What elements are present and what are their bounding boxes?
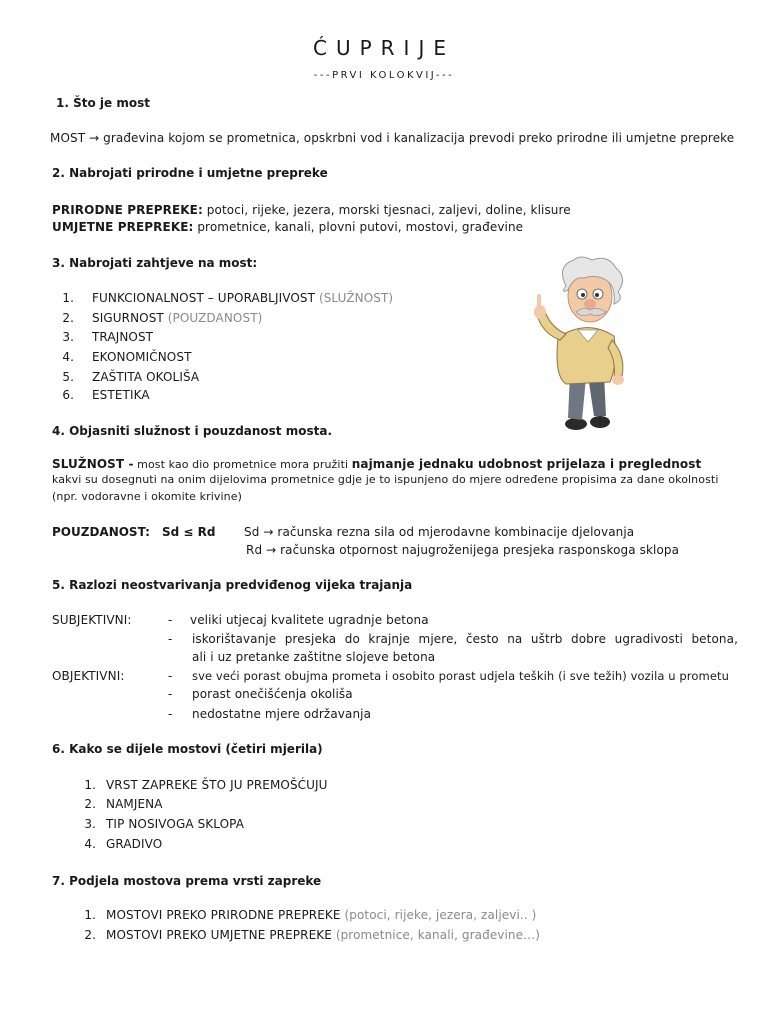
umjetne-line xyxy=(52,220,523,234)
page-subtitle: ---PRVI KOLOKVIJ--- xyxy=(313,70,455,81)
cartoon-scientist-illustration xyxy=(518,256,636,436)
umjetne-text: prometnice, kanali, plovni putovi, mostovi, građevine xyxy=(193,220,524,234)
subjektivni-item-continued: ali i uz pretanke zaštitne slojeve betona xyxy=(192,650,436,664)
criteria-number: 4. xyxy=(84,837,96,851)
heading-5: 5. Razlozi neostvarivanja predviđenog vijeka trajanja xyxy=(52,578,413,592)
criteria-item xyxy=(74,797,163,811)
bullet-dash: - xyxy=(168,632,173,646)
sluznost-bold-text: najmanje jednaku udobnost prijelaza i preglednost xyxy=(351,457,702,471)
division-note: (potoci, rijeke, jezera, zaljevi.. ) xyxy=(344,908,537,922)
criteria-text: VRST ZAPREKE ŠTO JU PREMOŠĆUJU xyxy=(106,778,328,792)
heading-7: 7. Podjela mostova prema vrsti zapreke xyxy=(52,874,322,888)
bullet-dash: - xyxy=(168,669,173,683)
most-definition xyxy=(50,131,734,145)
criteria-number: 2. xyxy=(84,797,96,811)
heading-4: 4. Objasniti služnost i pouzdanost mosta. xyxy=(52,424,333,438)
heading-3: 3. Nabrojati zahtjeve na most: xyxy=(52,256,258,270)
req-item xyxy=(52,370,199,384)
sd-definition: Sd → računska rezna sila od mjerodavne kombinacije djelovanja xyxy=(244,525,635,539)
sluznost-line-1 xyxy=(52,457,701,471)
req-item xyxy=(52,388,150,402)
req-number: 2. xyxy=(62,311,74,325)
criteria-text: TIP NOSIVOGA SKLOPA xyxy=(106,817,245,831)
req-note: (POUZDANOST) xyxy=(167,311,263,325)
criteria-number: 1. xyxy=(84,778,96,792)
subjektivni-item: iskorištavanje presjeka do krajnje mjere, često na uštrb dobre ugradivosti betona, xyxy=(192,632,738,646)
bullet-dash: - xyxy=(168,707,173,721)
prirodne-line xyxy=(52,203,571,217)
subjektivni-label: SUBJEKTIVNI: xyxy=(52,613,132,627)
objektivni-item: sve veći porast obujma prometa i osobito porast udjela teških (i sve težih) vozila u prometu xyxy=(192,669,729,683)
req-number: 3. xyxy=(62,330,74,344)
prirodne-text: potoci, rijeke, jezera, morski tjesnaci, zaljevi, doline, klisure xyxy=(202,203,571,217)
umjetne-label: UMJETNE PREPREKE: xyxy=(52,220,194,234)
criteria-item xyxy=(74,837,162,851)
criteria-item xyxy=(74,778,328,792)
req-number: 6. xyxy=(62,388,74,402)
criteria-number: 3. xyxy=(84,817,96,831)
objektivni-label: OBJEKTIVNI: xyxy=(52,669,125,683)
division-note: (prometnice, kanali, građevine…) xyxy=(335,928,541,942)
sluznost-text: most kao dio prometnice mora pružiti xyxy=(133,458,352,471)
heading-2: 2. Nabrojati prirodne i umjetne prepreke xyxy=(52,166,328,180)
req-text: TRAJNOST xyxy=(92,330,154,344)
req-text: ESTETIKA xyxy=(92,388,150,402)
division-item xyxy=(74,908,536,922)
req-text: EKONOMIČNOST xyxy=(92,350,192,364)
heading-6: 6. Kako se dijele mostovi (četiri mjerila) xyxy=(52,742,323,756)
division-item xyxy=(74,928,540,942)
sluznost-line-2: kakvi su dosegnuti na onim dijelovima prometnice gdje je to ispunjeno do mjere određene propisima za dane okolnosti xyxy=(52,473,719,486)
req-item xyxy=(52,311,262,325)
pouzdanost-label: POUZDANOST: xyxy=(52,525,150,539)
bullet-dash: - xyxy=(168,687,173,701)
most-text: građevina kojom se prometnica, opskrbni vod i kanalizacija prevodi preko prirodne ili umjetne prepreke xyxy=(103,131,735,145)
arrow: → xyxy=(85,131,104,145)
subjektivni-item: veliki utjecaj kvalitete ugradnje betona xyxy=(190,613,429,627)
division-number: 2. xyxy=(84,928,96,942)
page-title: ĆUPRIJE xyxy=(313,36,455,60)
req-item xyxy=(52,350,192,364)
req-text: ZAŠTITA OKOLIŠA xyxy=(92,370,200,384)
req-note: (SLUŽNOST) xyxy=(318,291,394,305)
req-number: 4. xyxy=(62,350,74,364)
rd-definition: Rd → računska otpornost najugroženijega presjeka rasponskoga sklopa xyxy=(246,543,680,557)
criteria-text: NAMJENA xyxy=(106,797,163,811)
objektivni-item: nedostatne mjere održavanja xyxy=(192,707,372,721)
heading-1: 1. Što je most xyxy=(56,96,150,110)
req-text: FUNKCIONALNOST – UPORABLJIVOST xyxy=(92,291,319,305)
req-number: 5. xyxy=(62,370,74,384)
division-text: MOSTOVI PREKO UMJETNE PREPREKE xyxy=(106,928,336,942)
prirodne-label: PRIRODNE PREPREKE: xyxy=(52,203,203,217)
objektivni-item: porast onečišćenja okoliša xyxy=(192,687,353,701)
criteria-item xyxy=(74,817,244,831)
division-number: 1. xyxy=(84,908,96,922)
most-term: MOST xyxy=(50,131,86,145)
division-text: MOSTOVI PREKO PRIRODNE PREPREKE xyxy=(106,908,345,922)
req-text: SIGURNOST xyxy=(92,311,168,325)
req-number: 1. xyxy=(62,291,74,305)
bullet-dash: - xyxy=(168,613,173,627)
criteria-text: GRADIVO xyxy=(106,837,163,851)
req-item xyxy=(52,330,153,344)
sluznost-label: SLUŽNOST - xyxy=(52,457,134,471)
sluznost-line-3: (npr. vodoravne i okomite krivine) xyxy=(52,490,242,503)
req-item xyxy=(52,291,393,305)
pouzdanost-formula: Sd ≤ Rd xyxy=(162,525,216,539)
